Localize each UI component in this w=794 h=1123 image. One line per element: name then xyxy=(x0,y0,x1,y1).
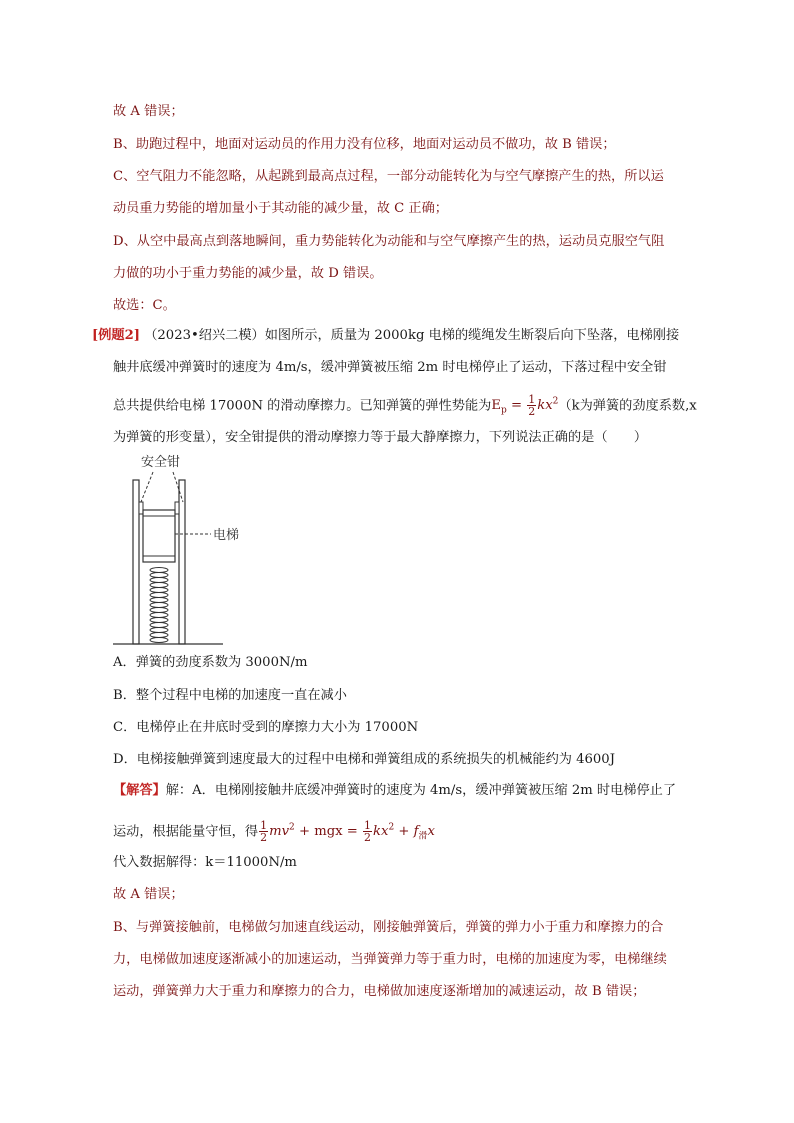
answer-line-2 xyxy=(113,818,435,847)
text-line: C、空气阻力不能忽略，从起跳到最高点过程，一部分动能转化为与空气摩擦产生的热，所以运 xyxy=(113,169,664,184)
text-line: D、从空中最高点到落地瞬间，重力势能转化为动能和与空气摩擦产生的热，运动员克服空气阻 xyxy=(113,234,665,249)
example-text: （2023•绍兴二模）如图所示，质量为 2000kg 电梯的缆绳发生断裂后向下坠落，电梯刚接 xyxy=(144,328,680,343)
energy-equation: $\frac{1}{2}$ $mv^2$ + mgx = $\frac{1}{2}$ $kx^2 + f_滑x$ xyxy=(260,819,435,845)
example-text: 总共提供给电梯 17000N 的滑动摩擦力。已知弹簧的弹性势能为 xyxy=(113,398,492,414)
potential-energy-formula: $E_p$ = $\frac{1}{2}$ $kx^2$ xyxy=(491,393,559,419)
answer-text: 运动，根据能量守恒，得 xyxy=(113,824,259,840)
clamp-label: 安全钳 xyxy=(141,455,181,470)
option-c: C．电梯停止在井底时受到的摩擦力大小为 17000N xyxy=(113,720,419,735)
example-line-1 xyxy=(92,326,679,346)
answer-line-6: 力，电梯做加速度逐渐减小的加速运动，当弹簧弹力等于重力时，电梯的加速度为零，电梯继续 xyxy=(113,952,667,967)
spring xyxy=(150,568,168,643)
elevator-label: 电梯 xyxy=(213,528,240,543)
answer-line-7: 运动，弹簧弹力大于重力和摩擦力的合力，电梯做加速度逐渐增加的减速运动，故 B 错误； xyxy=(113,984,646,999)
text-line: 动员重力势能的增加量小于其动能的减少量，故 C 正确； xyxy=(113,201,448,216)
example-line-4: 为弹簧的形变量），安全钳提供的滑动摩擦力等于最大静摩擦力，下列说法正确的是（ ） xyxy=(113,430,648,445)
elevator-diagram xyxy=(113,452,243,647)
answer-line-5: B、与弹簧接触前，电梯做匀加速直线运动，刚接触弹簧后，弹簧的弹力小于重力和摩擦力的合 xyxy=(113,920,664,935)
example-line-3 xyxy=(113,392,697,421)
option-b: B．整个过程中电梯的加速度一直在减小 xyxy=(113,688,347,703)
answer-line-4: 故 A 错误； xyxy=(113,887,184,902)
text-line: 力做的功小于重力势能的减少量，故 D 错误。 xyxy=(113,266,383,281)
example-line-2: 触井底缓冲弹簧时的速度为 4m/s，缓冲弹簧被压缩 2m 时电梯停止了运动，下落过程中安全钳 xyxy=(113,360,667,375)
example-tag: [例题2] xyxy=(92,328,141,343)
answer-tag: 【解答】 xyxy=(113,783,166,798)
answer-line-3: 代入数据解得：k＝11000N/m xyxy=(113,855,297,870)
text-line: B、助跑过程中，地面对运动员的作用力没有位移，地面对运动员不做功，故 B 错误； xyxy=(113,137,616,152)
text-line: 故选：C。 xyxy=(113,298,176,313)
answer-line-1 xyxy=(113,781,676,801)
text-line: 故 A 错误； xyxy=(113,104,184,119)
option-a: A．弹簧的劲度系数为 3000N/m xyxy=(113,655,308,670)
example-text: （k为弹簧的劲度系数,x xyxy=(558,398,697,414)
option-d: D．电梯接触弹簧到速度最大的过程中电梯和弹簧组成的系统损失的机械能约为 4600J xyxy=(113,752,615,767)
answer-text: 解：A．电梯刚接触井底缓冲弹簧时的速度为 4m/s，缓冲弹簧被压缩 2m 时电梯停止了 xyxy=(165,783,677,798)
elevator-figure xyxy=(113,452,243,647)
